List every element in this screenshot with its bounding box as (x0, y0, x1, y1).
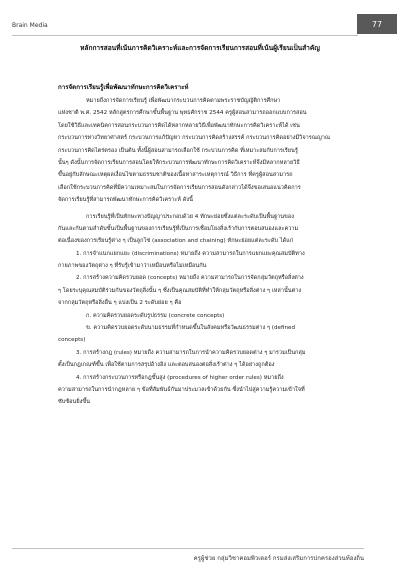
text-line: หมายถึงการจัดการเรียนรู้ เพื่อพัฒนากระบวนการคิดตามพระราชบัญญัติการศึกษา (86, 98, 281, 104)
page-number: 77 (357, 14, 397, 34)
chapter-title: หลักการสอนที่เน้นการคิดวิเคราะห์และการจัดการเรียนการสอนที่เน้นผู้เรียนเป็นสำคัญ (80, 44, 320, 52)
text-line: ขึ้นอยู่กับลักษณะเหตุผลเงื่อนไขตามธรรมชาติของเนื้อหาสาระเหตุการณ์ วิธีการ ที่ครูผู้สอนสามารถ (58, 172, 293, 179)
text-line: แห่งชาติ พ.ศ. 2542 หลักสูตรการศึกษาขั้นพื้นฐาน พุทธศักราช 2544 ครูผู้สอนสามารถออกแบบการสอน (58, 110, 307, 117)
sub-item-defined: ข. ความคิดรวบยอดระดับนามธรรมที่กำหนดขึ้นในสังคมหรือวัฒนธรรมต่าง ๆ (defined (86, 325, 296, 332)
text-line: 2. การสร้างความคิดรวบยอด (concepts) หมายถึง ความสามารถในการจัดกลุ่มวัตถุหรือสิ่งต่าง (76, 275, 304, 282)
text-line: โดยใช้วิธีและเทคนิคการสอนกระบวนการคิดได้หลากหลายวิธีเพื่อพัฒนาทักษะการคิดวิเคราะห์ได้ เช่น (58, 122, 300, 129)
text-line: กระบวนการทางวิทยาศาสตร์ กระบวนการแก้ปัญหา กระบวนการคิดสร้างสรรค์ กระบวนการคิดอย่างมีวิจารณญาณ (58, 135, 331, 142)
text-line: ตั้งเป็นกฎเกณฑ์ขึ้น เพื่อใช้ตามการสรุปอ้างอิง และตอบสนองต่อสิ่งเร้าต่าง ๆ ได้อย่างถูกต้อง (58, 362, 275, 369)
list-item-rules (58, 347, 360, 372)
page-footer: ครูผู้ช่วย กลุ่มวิชาคอมพิวเตอร์ กรมส่งเสริมการปกครองส่วนท้องถิ่น (193, 555, 364, 562)
paragraph-1 (58, 95, 360, 207)
sub-item-concrete: ก. ความคิดรวบยอดระดับรูปธรรม (concrete concepts) (86, 312, 225, 319)
body-text (58, 95, 360, 409)
text-line: ความสามารถในการนำกฎหลาย ๆ ข้อที่สัมพันธ์กันมาประมวลเข้าด้วยกัน ซึ่งนำไปสู่ความรู้ความเข้าใจที่ (58, 386, 305, 393)
footer-divider (12, 548, 364, 549)
text-line: กายภาพของวัตถุต่าง ๆ ที่รับรู้เข้ามาว่าเหมือนหรือไม่เหมือนกัน (58, 263, 207, 270)
text-line: ต่อเนื่องของการเรียนรู้ต่าง ๆ เป็นลูกโซ่ (association and chaining) ทักษะย่อยแต่ละระดับ ได้แก่ (58, 238, 294, 245)
text-line: การเรียนรู้ที่เป็นทักษะทางปัญญาประกอบด้วย 4 ทักษะย่อยซึ่งแต่ละระดับเป็นพื้นฐานของ (86, 213, 294, 220)
text-line: กันและกันตามลำดับขั้นเป็นพื้นฐานของการเรียนรู้ที่เป็นการเชื่อมโยงสิ่งเร้ากับการตอบสนองและความ (58, 225, 299, 232)
text-line: จากกลุ่มวัตถุหรือสิ่งอื่น ๆ แบ่งเป็น 2 ระดับย่อย ๆ คือ (58, 300, 182, 307)
text-line: เลือกใช้กระบวนการคิดที่มีความเหมาะสมในการจัดการเรียนการสอนดังกล่าวได้จึงขอเสนอแนวคิดการ (58, 184, 301, 191)
text-line: 4. การสร้างกระบวนการหรือกฎขั้นสูง (procedures of higher order rules) หมายถึง (76, 374, 284, 381)
text-line: concepts) (58, 337, 86, 344)
paragraph-2 (58, 211, 360, 248)
list-item-procedures (58, 372, 360, 409)
header-divider (12, 35, 358, 36)
text-line: นั้นๆ ดังนั้นการจัดการเรียนการสอนโดยให้กระบวนการพัฒนาทักษะการคิดวิเคราะห์จึงมีหลากหลายวิธี (58, 159, 300, 166)
text-line: ๆ โดยระบุคุณสมบัติร่วมกันของวัตถุสิ่งนั้น ๆ ซึ่งเป็นคุณสมบัติที่ทำให้กลุ่มวัตถุหรือสิ่งต่าง ๆ เหล่านั้นต่าง (58, 287, 302, 294)
text-line: ซับซ้อนยิ่งขึ้น (58, 399, 90, 406)
list-item-concepts (58, 272, 360, 346)
brand-name: Brain Media (12, 22, 48, 29)
text-line: จัดการเรียนรู้ที่สามารถพัฒนาทักษะการคิดวิเคราะห์ ดังนี้ (58, 197, 193, 204)
text-line: 3. การสร้างกฎ (rules) หมายถึง ความสามารถในการนำความคิดรวบยอดต่าง ๆ มารวมเป็นกลุ่ม (76, 349, 306, 356)
text-line: 1. การจำแนกแยกแยะ (discriminations) หมายถึง ความสามารถในการแยกแยะคุณสมบัติทาง (76, 250, 305, 257)
section-heading: การจัดการเรียนรู้เพื่อพัฒนาทักษะการคิดวิเคราะห์ (58, 84, 189, 91)
list-item-discriminations (58, 248, 360, 273)
text-line: กระบวนการคิดไตร่ตรอง เป็นต้น ทั้งนี้ผู้สอนสามารถเลือกใช้ กระบวนการคิด ที่เหมาะสมกับการเรียนรู้ (58, 147, 298, 154)
